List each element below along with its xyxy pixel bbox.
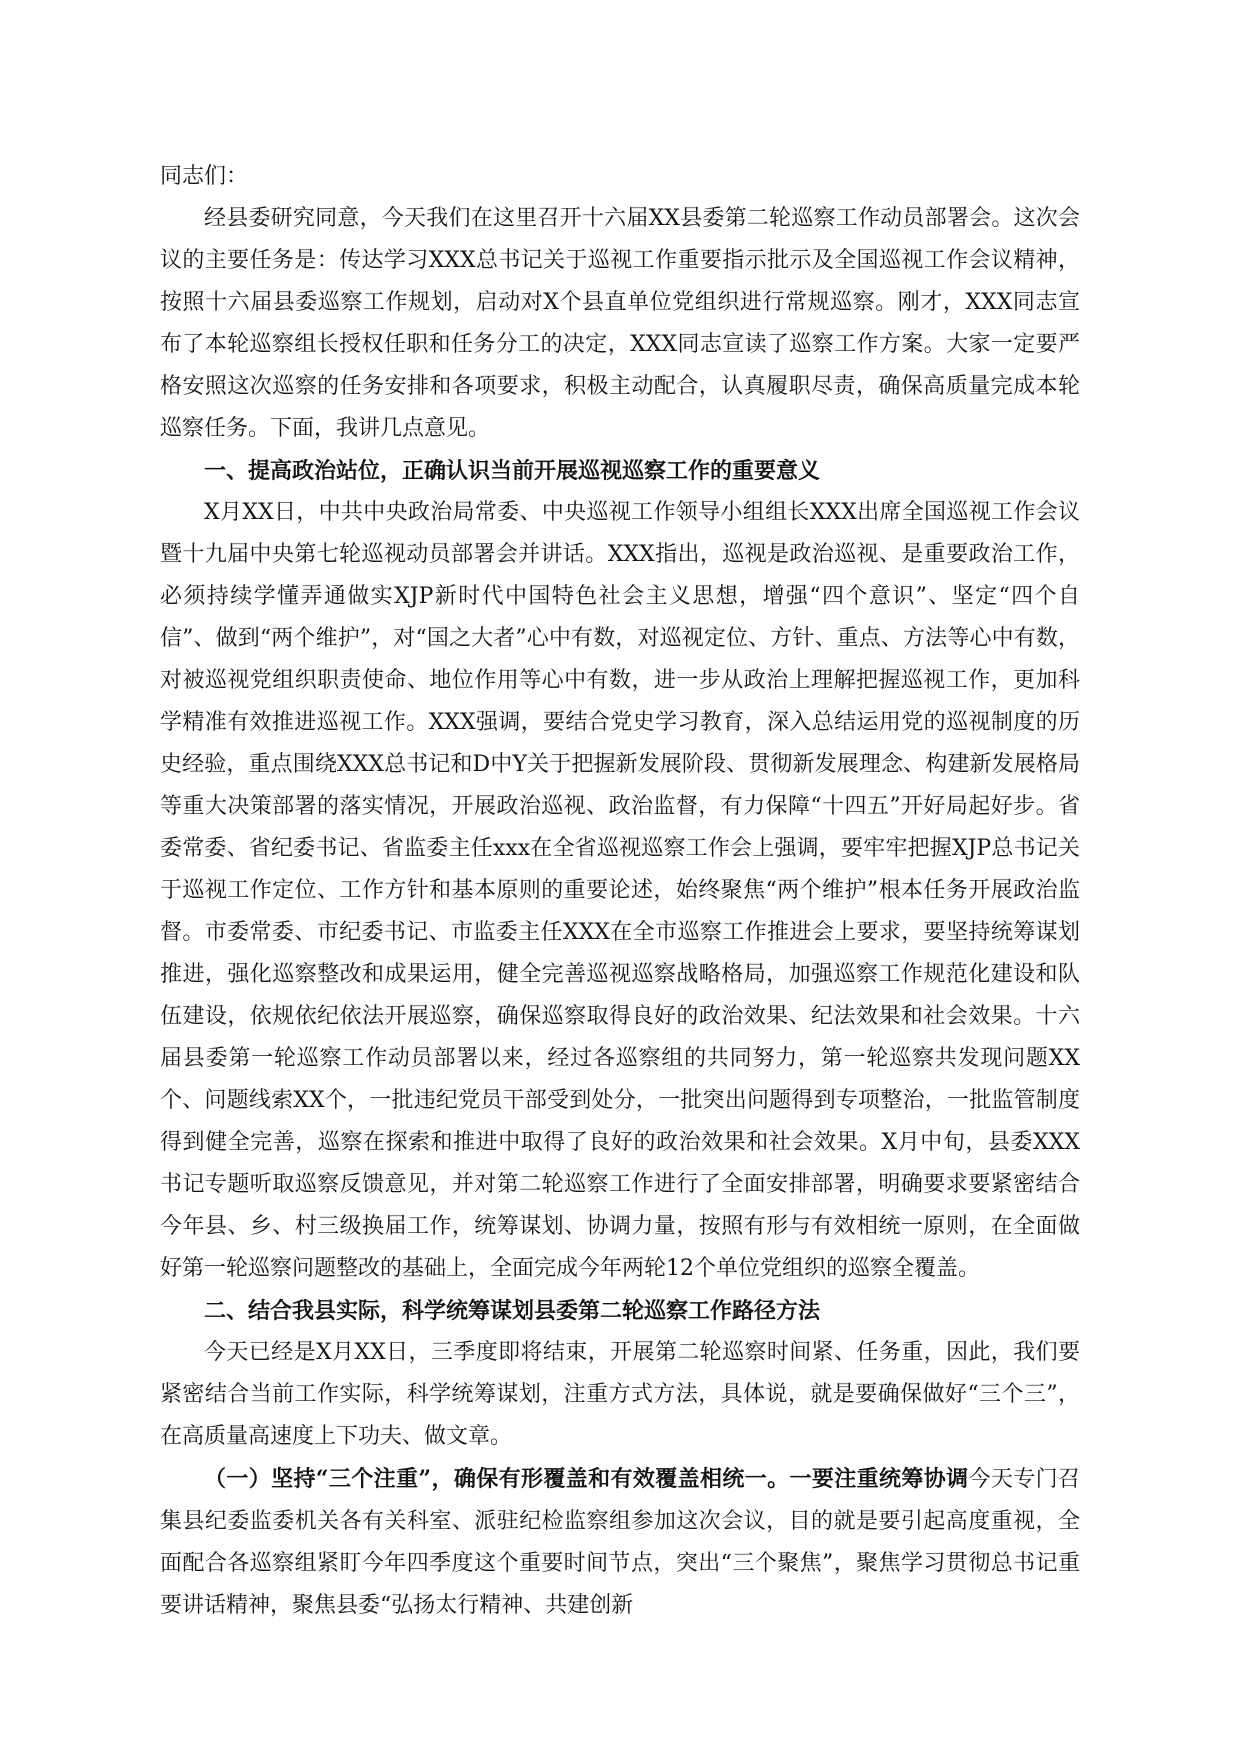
paragraph-subsection-1 xyxy=(160,1458,1080,1627)
section-heading-1: 一、提高政治站位，正确认识当前开展巡视巡察工作的重要意义 xyxy=(204,458,821,484)
paragraph-section-2: 今天已经是X月XX日，三季度即将结束，开展第二轮巡察时间紧、任务重，因此，我们要紧密结合当前工作实际，科学统筹谋划，注重方式方法，具体说，就是要确保做好“三个三”，在高质量高速度上下功夫、做文章。 xyxy=(160,1340,1080,1449)
paragraph-intro: 经县委研究同意，今天我们在这里召开十六届XX县委第二轮巡察工作动员部署会。这次会议的主要任务是：传达学习XXX总书记关于巡视工作重要指示批示及全国巡视工作会议精神，按照十六届县委巡察工作规划，启动对X个县直单位党组织进行常规巡察。刚才，XXX同志宣布了本轮巡察组长授权任职和任务分工的决定，XXX同志宣读了巡察工作方案。大家一定要严格安照这次巡察的任务安排和各项要求，积极主动配合，认真履职尽责，确保高质量完成本轮巡察任务。下面，我讲几点意见。 xyxy=(160,206,1080,441)
subsection-body-1: 今天专门召集县纪委监委机关各有关科室、派驻纪检监察组参加这次会议，目的就是要引起高度重视，全面配合各巡察组紧盯今年四季度这个重要时间节点，突出“三个聚焦”，聚焦学习贯彻总书记重要讲话精神，聚焦县委“弘扬太行精神、共建创新 xyxy=(160,1467,1080,1618)
subsection-heading-1: （一）坚持“三个注重”，确保有形覆盖和有效覆盖相统一。一要注重统筹协调 xyxy=(204,1466,969,1492)
document-page xyxy=(160,156,1080,1627)
paragraph-section-1: X月XX日，中共中央政治局常委、中央巡视工作领导小组组长XXX出席全国巡视工作会议暨十九届中央第七轮巡视动员部署会并讲话。XXX指出，巡视是政治巡视、是重要政治工作，必须持续学懂弄通做实XJP新时代中国特色社会主义思想，增强“四个意识”、坚定“四个自信”、做到“两个维护”，对“国之大者”心中有数，对巡视定位、方针、重点、方法等心中有数，对被巡视党组织职责使命、地位作用等心中有数，进一步从政治上理解把握巡视工作，更加科学精准有效推进巡视工作。XXX强调，要结合党史学习教育，深入总结运用党的巡视制度的历史经验，重点围绕XXX总书记和D中Y关于把握新发展阶段、贯彻新发展理念、构建新发展格局等重大决策部署的落实情况，开展政治巡视、政治监督，有力保障“十四五”开好局起好步。省委常委、省纪委书记、省监委主任xxx在全省巡视巡察工作会上强调，要牢牢把握XJP总书记关于巡视工作定位、工作方针和基本原则的重要论述，始终聚焦“两个维护”根本任务开展政治监督。市委常委、市纪委书记、市监委主任XXX在全市巡察工作推进会上要求，要坚持统筹谋划推进，强化巡察整改和成果运用，健全完善巡视巡察战略格局，加强巡察工作规范化建设和队伍建设，依规依纪依法开展巡察，确保巡察取得良好的政治效果、纪法效果和社会效果。十六届县委第一轮巡察工作动员部署以来，经过各巡察组的共同努力，第一轮巡察共发现问题XX个、问题线索XX个，一批违纪党员干部受到处分，一批突出问题得到专项整治，一批监管制度得到健全完善，巡察在探索和推进中取得了良好的政治效果和社会效果。X月中旬，县委XXX书记专题听取巡察反馈意见，并对第二轮巡察工作进行了全面安排部署，明确要求要紧密结合今年县、乡、村三级换届工作，统筹谋划、协调力量，按照有形与有效相统一原则，在全面做好第一轮巡察问题整改的基础上，全面完成今年两轮12个单位党组织的巡察全覆盖。 xyxy=(160,500,1080,1281)
section-heading-2: 二、结合我县实际，科学统筹谋划县委第二轮巡察工作路径方法 xyxy=(204,1298,821,1324)
salutation: 同志们： xyxy=(160,164,249,189)
